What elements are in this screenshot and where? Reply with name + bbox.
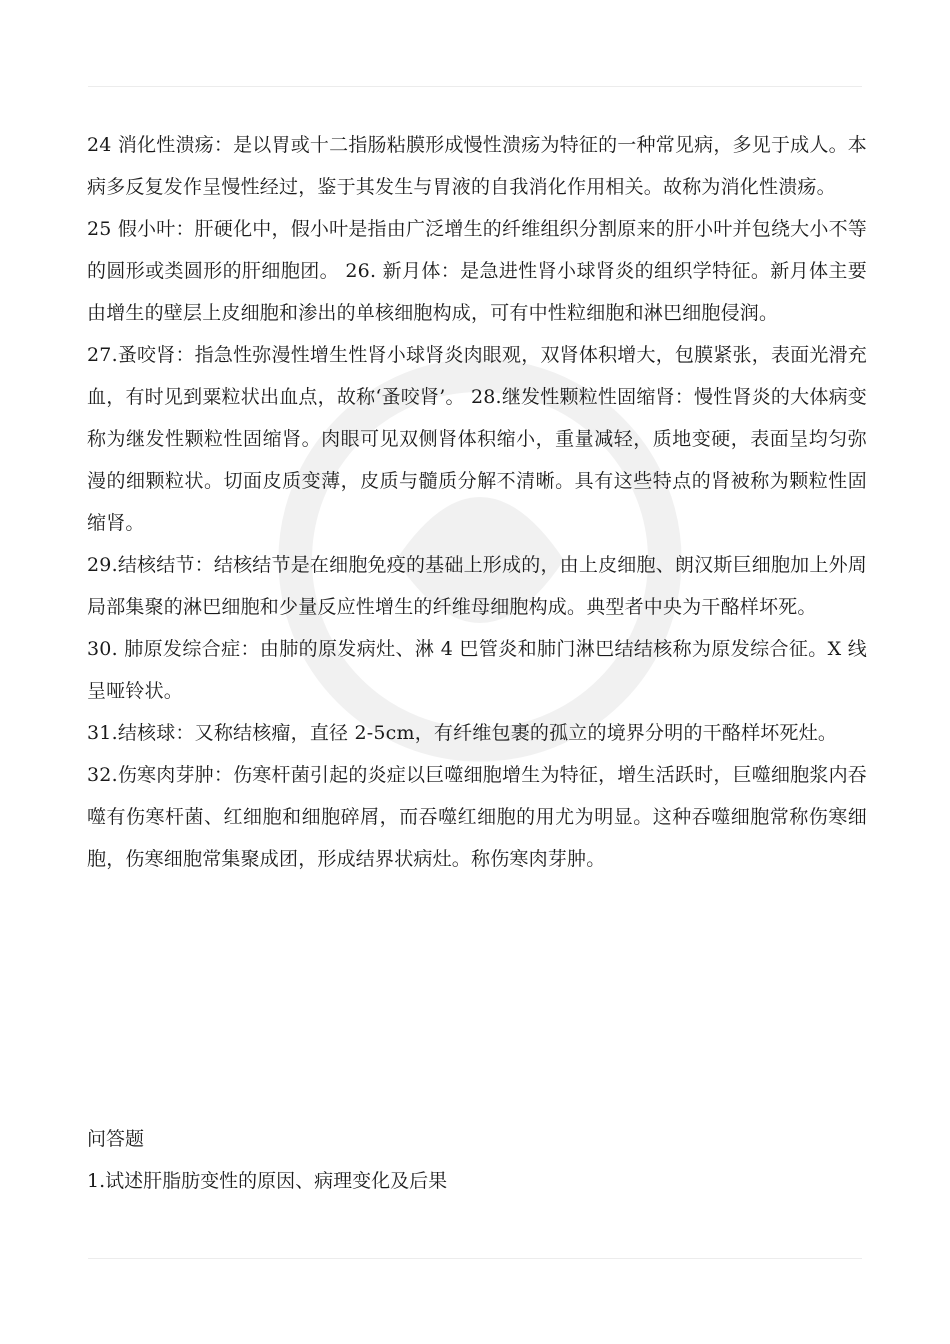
definition-24: 24 消化性溃疡：是以胃或十二指肠粘膜形成慢性溃疡为特征的一种常见病，多见于成人。本病多反复发作呈慢性经过，鉴于其发生与胃液的自我消化作用相关。故称为消化性溃疡。 bbox=[87, 134, 867, 198]
definition-31: 31.结核球：又称结核瘤，直径 2-5cm，有纤维包裹的孤立的境界分明的干酪样坏死灶。 bbox=[87, 722, 838, 744]
definition-29: 29.结核结节：结核结节是在细胞免疫的基础上形成的，由上皮细胞、朗汉斯巨细胞加上外周局部集聚的淋巴细胞和少量反应性增生的纤维母细胞构成。典型者中央为干酪样坏死。 bbox=[87, 554, 867, 618]
qa-heading: 问答题 bbox=[87, 1128, 145, 1150]
definition-27-28: 27.蚤咬肾：指急性弥漫性增生性肾小球肾炎肉眼观，双肾体积增大，包膜紧张，表面光滑充血，有时见到粟粒状出血点，故称‘蚤咬肾’。 28.继发性颗粒性固缩肾：慢性肾炎的大体病变称为继发性颗粒性固缩肾。肉眼可见双侧肾体积缩小，重量减轻，质地变硬，表面呈均匀弥漫的细颗粒状。切面皮质变薄，皮质与髓质分解不清晰。具有这些特点的肾被称为颗粒性固缩肾。 bbox=[87, 344, 867, 534]
qa-section bbox=[87, 1118, 867, 1202]
definitions-section bbox=[87, 124, 867, 880]
qa-question-1: 1.试述肝脂肪变性的原因、病理变化及后果 bbox=[87, 1170, 448, 1192]
header-divider bbox=[88, 86, 862, 87]
definition-30: 30. 肺原发综合症：由肺的原发病灶、淋 4 巴管炎和肺门淋巴结结核称为原发综合征。X 线呈哑铃状。 bbox=[87, 638, 867, 702]
definition-25-26: 25 假小叶：肝硬化中，假小叶是指由广泛增生的纤维组织分割原来的肝小叶并包绕大小不等的圆形或类圆形的肝细胞团。 26. 新月体：是急进性肾小球肾炎的组织学特征。新月体主要由增生的壁层上皮细胞和渗出的单核细胞构成，可有中性粒细胞和淋巴细胞侵润。 bbox=[87, 218, 867, 324]
footer-divider bbox=[88, 1258, 862, 1259]
definition-32: 32.伤寒肉芽肿：伤寒杆菌引起的炎症以巨噬细胞增生为特征，增生活跃时，巨噬细胞浆内吞噬有伤寒杆菌、红细胞和细胞碎屑，而吞噬红细胞的用尤为明显。这种吞噬细胞常称伤寒细胞，伤寒细胞常集聚成团，形成结界状病灶。称伤寒肉芽肿。 bbox=[87, 764, 867, 870]
